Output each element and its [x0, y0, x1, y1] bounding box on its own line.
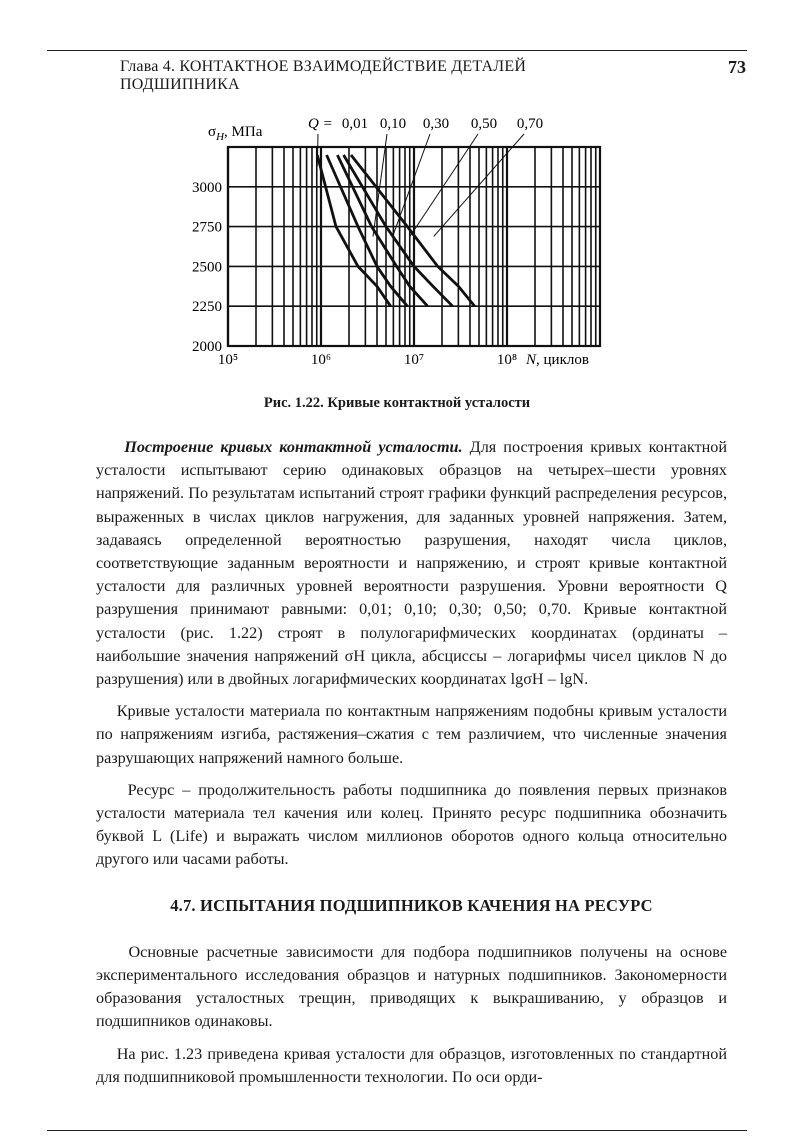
figure-caption: Рис. 1.22. Кривые контактной усталости: [263, 395, 531, 411]
legend-leader: [410, 134, 478, 236]
legend-label: 0,30: [422, 116, 450, 132]
paragraph-2: [96, 700, 727, 770]
y-tick-label: 3000: [192, 179, 222, 196]
x-axis-label: N, циклов: [526, 352, 589, 368]
y-tick-label: 2250: [192, 299, 222, 316]
curve-line: [351, 155, 475, 306]
section-title: 4.7. ИСПЫТАНИЯ ПОДШИПНИКОВ КАЧЕНИЯ НА РЕСУРС: [170, 895, 653, 915]
paragraph-3-text: Ресурс – продолжительность работы подшипника до появления первых признаков усталости материала тел качения или колец. Принято ресурс подшипника обозначить буквой L (Life) и выражать числом миллионов оборотов одного кольца относительно другого или часами работы.: [96, 780, 728, 869]
legend-prefix: Q =: [308, 116, 333, 132]
legend-label: 0,50: [470, 116, 498, 132]
paragraph-lead: Построение кривых контактной усталости.: [124, 438, 463, 456]
footer-rule: [47, 1130, 747, 1131]
y-tick-label: 2750: [192, 219, 222, 236]
paragraph-2-text: Кривые усталости материала по контактным напряжениям подобны кривым усталости по напряжениям изгиба, растяжения–сжатия с тем различием, что численные значения разрушающих напряжений намного больше.: [96, 702, 727, 767]
legend-label: 0,10: [379, 116, 407, 132]
x-tick-label: 10⁵: [217, 352, 239, 368]
paragraph-1: [96, 436, 727, 691]
x-tick-label: 10⁶: [310, 352, 332, 368]
x-tick-label: 10⁷: [403, 352, 425, 368]
y-axis-label: $\sigma_H$, МПа: [208, 124, 263, 143]
curve-line: [317, 155, 390, 306]
paragraph-5-text: На рис. 1.23 приведена кривая усталости для образцов, изготовленных по стандартной для подшипниковой промышленности технологии. По оси орди-: [96, 1044, 728, 1086]
y-tick-label: 2000: [192, 339, 222, 355]
legend-leader: [393, 134, 430, 236]
paragraph-5: [96, 1043, 727, 1089]
paragraph-3: [96, 779, 727, 872]
paragraph-4-text: Основные расчетные зависимости для подбора подшипников получены на основе экспериментального исследования образцов и натурных подшипников. Закономерности образования усталостных трещин, приводящих к выкрашиванию, у образцов и подшипников одинаковы.: [96, 942, 728, 1031]
paragraph-1-body: Для построения кривых контактной усталости испытывают серию одинаковых образцов на четырех–шести уровнях напряжений. По результатам испытаний строят графики функций распределения ресурсов, выраженных в числах циклов нагружения, для заданных уровней напряжения. Затем, задаваясь определенной вероятностью разрушения, находят числа циклов, соответствующие заданным вероятности и напряжению, и строят кривые контактной усталости для различных уровней вероятности разрушения. Уровни вероятности Q разрушения принимают равными: 0,01; 0,10; 0,30; 0,50; 0,70. Кривые контактной усталости (рис. 1.22) строят в полулогарифмических координатах (ординаты – наибольшие значения напряжений σH цикла, абсциссы – логарифмы чисел циклов N до разрушения) или в двойных логарифмических координатах lgσH – lgN.: [96, 438, 728, 689]
fatigue-curves-chart: [0, 100, 794, 390]
page-number: 73: [728, 57, 746, 77]
header-rule: [47, 50, 747, 51]
legend-label: 0,70: [516, 116, 544, 132]
x-tick-label: 10⁸: [496, 352, 518, 368]
body-text: [96, 436, 727, 1098]
running-head: Глава 4. КОНТАКТНОЕ ВЗАИМОДЕЙСТВИЕ ДЕТАЛЕЙ ПОДШИПНИКА: [120, 58, 527, 93]
legend-label: 0,01: [341, 116, 369, 132]
paragraph-4: [96, 941, 727, 1034]
y-tick-label: 2500: [192, 259, 222, 276]
